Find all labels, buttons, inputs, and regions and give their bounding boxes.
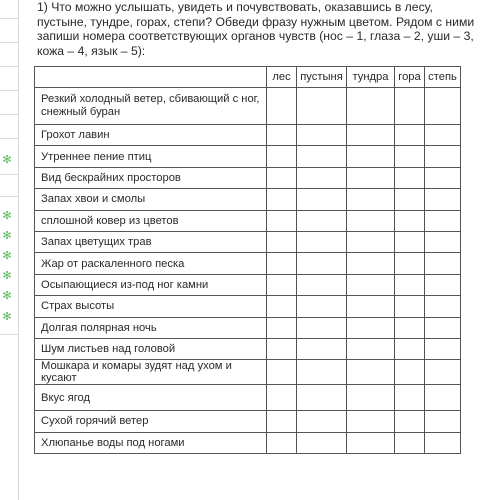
table-row — [35, 146, 461, 167]
answer-cell[interactable] — [297, 296, 347, 317]
answer-cell[interactable] — [425, 88, 461, 125]
answer-cell[interactable] — [425, 432, 461, 453]
answer-cell[interactable] — [395, 125, 425, 146]
answer-cell[interactable] — [347, 231, 395, 252]
answer-cell[interactable] — [297, 210, 347, 231]
table-row — [35, 296, 461, 317]
answer-cell[interactable] — [395, 411, 425, 432]
answer-cell[interactable] — [297, 360, 347, 385]
answer-cell[interactable] — [297, 253, 347, 274]
answer-cell[interactable] — [395, 296, 425, 317]
phrase-cell: Вкус ягод — [35, 385, 267, 411]
answer-cell[interactable] — [425, 125, 461, 146]
answer-cell[interactable] — [347, 360, 395, 385]
answer-cell[interactable] — [425, 385, 461, 411]
sidebar-divider — [0, 18, 18, 19]
phrase-cell: Запах хвои и смолы — [35, 189, 267, 210]
table-row — [35, 385, 461, 411]
task-text: 1) Что можно услышать, увидеть и почувствовать, оказавшись в лесу, пустыне, тундре, горах, степи? Обведи фразу нужным цветом. Рядом с ними запиши номера соответствующих органов чувств (нос – 1, глаза – 2, уши – 3, кожа – 4, язык – 5): — [37, 0, 475, 58]
answer-cell[interactable] — [425, 167, 461, 188]
answer-cell[interactable] — [395, 385, 425, 411]
phrase-cell: сплошной ковер из цветов — [35, 210, 267, 231]
phrase-cell: Резкий холодный ветер, сбивающий с ног, снежный буран — [35, 88, 267, 125]
answer-cell[interactable] — [267, 296, 297, 317]
phrase-cell: Шум листьев над головой — [35, 338, 267, 359]
answer-cell[interactable] — [267, 317, 297, 338]
answer-cell[interactable] — [347, 88, 395, 125]
phrase-cell: Жар от раскаленного песка — [35, 253, 267, 274]
table-row — [35, 274, 461, 295]
answer-cell[interactable] — [267, 411, 297, 432]
answer-cell[interactable] — [297, 88, 347, 125]
snowflake-icon[interactable]: ✻ — [2, 230, 12, 242]
header-cell-desert: пустыня — [297, 67, 347, 88]
answer-cell[interactable] — [395, 432, 425, 453]
answer-cell[interactable] — [425, 360, 461, 385]
table-row — [35, 231, 461, 252]
answer-cell[interactable] — [267, 385, 297, 411]
answer-cell[interactable] — [425, 338, 461, 359]
phrase-cell: Долгая полярная ночь — [35, 317, 267, 338]
answer-cell[interactable] — [347, 317, 395, 338]
table-row — [35, 88, 461, 125]
phrase-cell: Мошкара и комары зудят над ухом и кусают — [35, 360, 267, 385]
answer-cell[interactable] — [425, 189, 461, 210]
sidebar-divider — [0, 174, 18, 175]
sidebar-divider — [0, 334, 18, 335]
answer-cell[interactable] — [297, 125, 347, 146]
snowflake-icon[interactable]: ✻ — [2, 250, 12, 262]
header-cell-tundra: тундра — [347, 67, 395, 88]
answer-cell[interactable] — [297, 317, 347, 338]
answer-cell[interactable] — [395, 167, 425, 188]
table-row — [35, 432, 461, 453]
answer-cell[interactable] — [395, 360, 425, 385]
sidebar-divider — [0, 138, 18, 139]
answer-cell[interactable] — [347, 274, 395, 295]
table-row — [35, 317, 461, 338]
answer-cell[interactable] — [267, 210, 297, 231]
answer-cell[interactable] — [267, 88, 297, 125]
sidebar-divider — [0, 196, 18, 197]
answer-cell[interactable] — [297, 146, 347, 167]
snowflake-icon[interactable]: ✻ — [2, 290, 12, 302]
header-cell-steppe: степь — [425, 67, 461, 88]
answer-cell[interactable] — [395, 146, 425, 167]
snowflake-icon[interactable]: ✻ — [2, 154, 12, 166]
answer-cell[interactable] — [347, 296, 395, 317]
answer-cell[interactable] — [425, 253, 461, 274]
sidebar-divider — [0, 90, 18, 91]
answer-cell[interactable] — [425, 231, 461, 252]
phrase-cell: Вид бескрайних просторов — [35, 167, 267, 188]
left-sidebar — [0, 0, 19, 500]
phrase-cell: Запах цветущих трав — [35, 231, 267, 252]
answer-cell[interactable] — [425, 317, 461, 338]
header-cell-phrase — [35, 67, 267, 88]
answer-cell[interactable] — [395, 210, 425, 231]
answer-cell[interactable] — [347, 125, 395, 146]
answer-cell[interactable] — [297, 385, 347, 411]
table-row — [35, 338, 461, 359]
phrase-cell: Утреннее пение птиц — [35, 146, 267, 167]
table-row — [35, 411, 461, 432]
snowflake-icon[interactable]: ✻ — [2, 270, 12, 282]
header-cell-mountain: гора — [395, 67, 425, 88]
answer-cell[interactable] — [267, 167, 297, 188]
table-row — [35, 167, 461, 188]
senses-table — [34, 66, 461, 454]
answer-cell[interactable] — [297, 411, 347, 432]
answer-cell[interactable] — [297, 231, 347, 252]
answer-cell[interactable] — [347, 253, 395, 274]
answer-cell[interactable] — [395, 317, 425, 338]
answer-cell[interactable] — [425, 411, 461, 432]
answer-cell[interactable] — [297, 189, 347, 210]
answer-cell[interactable] — [425, 296, 461, 317]
answer-cell[interactable] — [395, 253, 425, 274]
header-cell-forest: лес — [267, 67, 297, 88]
sidebar-divider — [0, 114, 18, 115]
phrase-cell: Хлюпанье воды под ногами — [35, 432, 267, 453]
sidebar-divider — [0, 66, 18, 67]
answer-cell[interactable] — [395, 274, 425, 295]
phrase-cell: Сухой горячий ветер — [35, 411, 267, 432]
answer-cell[interactable] — [347, 338, 395, 359]
answer-cell[interactable] — [347, 189, 395, 210]
answer-cell[interactable] — [347, 167, 395, 188]
answer-cell[interactable] — [425, 210, 461, 231]
answer-cell[interactable] — [347, 432, 395, 453]
table-header-row — [35, 67, 461, 88]
phrase-cell: Страх высоты — [35, 296, 267, 317]
answer-cell[interactable] — [347, 210, 395, 231]
table-row — [35, 360, 461, 385]
answer-cell[interactable] — [267, 432, 297, 453]
answer-cell[interactable] — [297, 274, 347, 295]
answer-cell[interactable] — [347, 385, 395, 411]
answer-cell[interactable] — [425, 274, 461, 295]
answer-cell[interactable] — [347, 146, 395, 167]
answer-cell[interactable] — [267, 274, 297, 295]
answer-cell[interactable] — [267, 253, 297, 274]
phrase-cell: Осыпающиеся из-под ног камни — [35, 274, 267, 295]
table-row — [35, 125, 461, 146]
answer-cell[interactable] — [267, 360, 297, 385]
answer-cell[interactable] — [267, 231, 297, 252]
phrase-cell: Грохот лавин — [35, 125, 267, 146]
table-row — [35, 210, 461, 231]
answer-cell[interactable] — [395, 231, 425, 252]
answer-cell[interactable] — [267, 146, 297, 167]
snowflake-icon[interactable]: ✻ — [2, 210, 12, 222]
snowflake-icon[interactable]: ✻ — [2, 311, 12, 323]
answer-cell[interactable] — [267, 338, 297, 359]
answer-cell[interactable] — [297, 167, 347, 188]
table-row — [35, 253, 461, 274]
answer-cell[interactable] — [347, 411, 395, 432]
sidebar-divider — [0, 42, 18, 43]
answer-cell[interactable] — [395, 88, 425, 125]
answer-cell[interactable] — [267, 189, 297, 210]
answer-cell[interactable] — [297, 432, 347, 453]
table-row — [35, 189, 461, 210]
answer-cell[interactable] — [395, 338, 425, 359]
answer-cell[interactable] — [425, 146, 461, 167]
answer-cell[interactable] — [395, 189, 425, 210]
answer-cell[interactable] — [297, 338, 347, 359]
answer-cell[interactable] — [267, 125, 297, 146]
